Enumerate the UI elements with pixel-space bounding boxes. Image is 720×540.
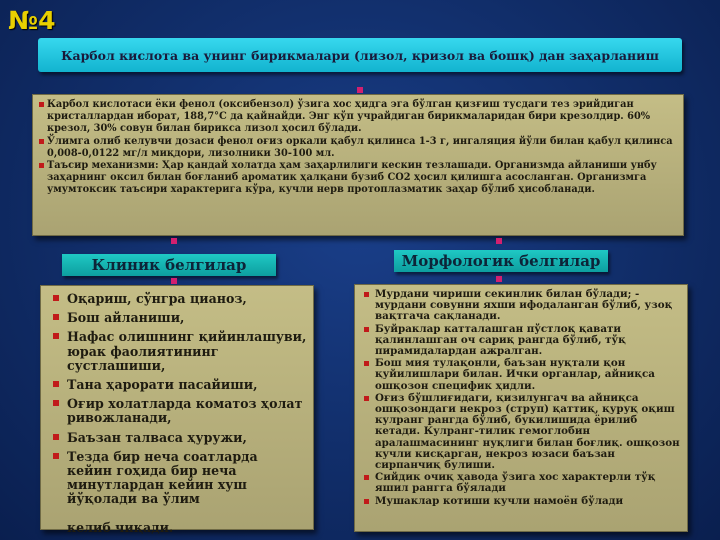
connector-marker: [357, 87, 363, 93]
connector-marker: [171, 238, 177, 244]
connector-marker: [496, 238, 502, 244]
list-item: Оқариш, сўнгра цианоз,: [49, 292, 307, 306]
list-item: Таъсир механизми: Ҳар қандай холатда ҳам заҳарлилиги кескин тезлашади. Организмда айланиши унбу заҳарнинг оксил билан боғланиб ароматик ҳалқани бузиб СО2 ҳосил қилишга асосланган. Организмга умумтоксик таъсири характерига кўра, кучли нерв протоплазматик заҳар бўлиб ҳисобланади.: [39, 160, 677, 197]
list-item: Оғир холатларда коматоз ҳолат ривожланади,: [49, 397, 307, 425]
list-item: Карбол кислотаси ёки фенол (оксибензол) ўзига хос ҳидга эга бўлган қизғиш тусдаги тез эрийдиган кристаллардан иборат, 188,7°С да қайнайди. Энг кўп учрайдиган бирикмаларидан бири крезолдир. 60% крезол, 30% совун билан бирикса лизол ҳосил бўлади.: [39, 99, 677, 136]
list-item: Мушаклар котиши кучли намоён бўлади: [361, 496, 683, 507]
top-info-list: [39, 99, 677, 197]
top-info-panel: [32, 94, 684, 236]
slide-number: №4: [8, 6, 56, 35]
morphological-signs-list: [361, 289, 683, 507]
clinical-signs-list: [49, 292, 307, 535]
list-item: Нафас олишнинг қийинлашуви, юрак фаолиятининг сустлашиши,: [49, 330, 307, 373]
list-item: Оғиз бўшлиғидаги, қизилунгач ва айниқса ошқозондаги некроз (струп) қаттиқ, қуруқ оқиш кулранг рангда бўлиб, букилишида ёрилиб кетади. Кулранг-тилик гемоглобин аралашмасининг нуқлиги билан боғлиқ. ошқозон кучли кисқарган, некроз юзаси баъзан сирпанчиқ булиши.: [361, 393, 683, 471]
connector-marker: [171, 278, 177, 284]
morphological-signs-label-text: Морфологик белгилар: [401, 252, 601, 270]
list-item: Бош айланиши,: [49, 311, 307, 325]
list-item: Бош мия тулақонли, баъзан нуқтали қон қуйилишлари билан. Ички органлар, айниқса ошқозон специфик ҳидли.: [361, 358, 683, 392]
list-item: Тезда бир неча соатларда кейин гоҳида бир неча минутлардан кейин хуш йўқолади ва ўлим келиб чиқади.: [49, 450, 307, 535]
title-bar: [38, 38, 682, 72]
list-item: Мурдани чириши секинлик билан бўлади; - мурдани совунни яхши ифодаланган бўлиб, узоқ вақтгача сақланади.: [361, 289, 683, 323]
list-item: Тана ҳарорати пасайиши,: [49, 378, 307, 392]
list-item: Баъзан талваса ҳуружи,: [49, 431, 307, 445]
clinical-signs-label-text: Клиник белгилар: [91, 256, 247, 274]
clinical-signs-label: [62, 254, 276, 276]
list-item: Ўлимга олиб келувчи дозаси фенол оғиз оркали қабул қилинса 1-3 г, ингаляция йўли билан қабул қилинса 0,008-0,0122 мг/л миқдори, лизолники 30-100 мл.: [39, 136, 677, 160]
morphological-signs-panel: [354, 284, 688, 532]
slide-title: Карбол кислота ва унинг бирикмалари (лизол, кризол ва бошқ) дан заҳарланиш: [61, 47, 659, 63]
list-item: Буйраклар катталашган пўстлоқ қавати қалинлашган оч сариқ рангда бўлиб, тўқ пирамидалардан ажралган.: [361, 324, 683, 358]
connector-marker: [496, 276, 502, 282]
clinical-signs-panel: [40, 285, 314, 535]
morphological-signs-label: [394, 250, 608, 272]
list-item: Сийдик очиқ ҳаводa ўзига хос характерли тўқ яшил рангга бўялади: [361, 472, 683, 494]
